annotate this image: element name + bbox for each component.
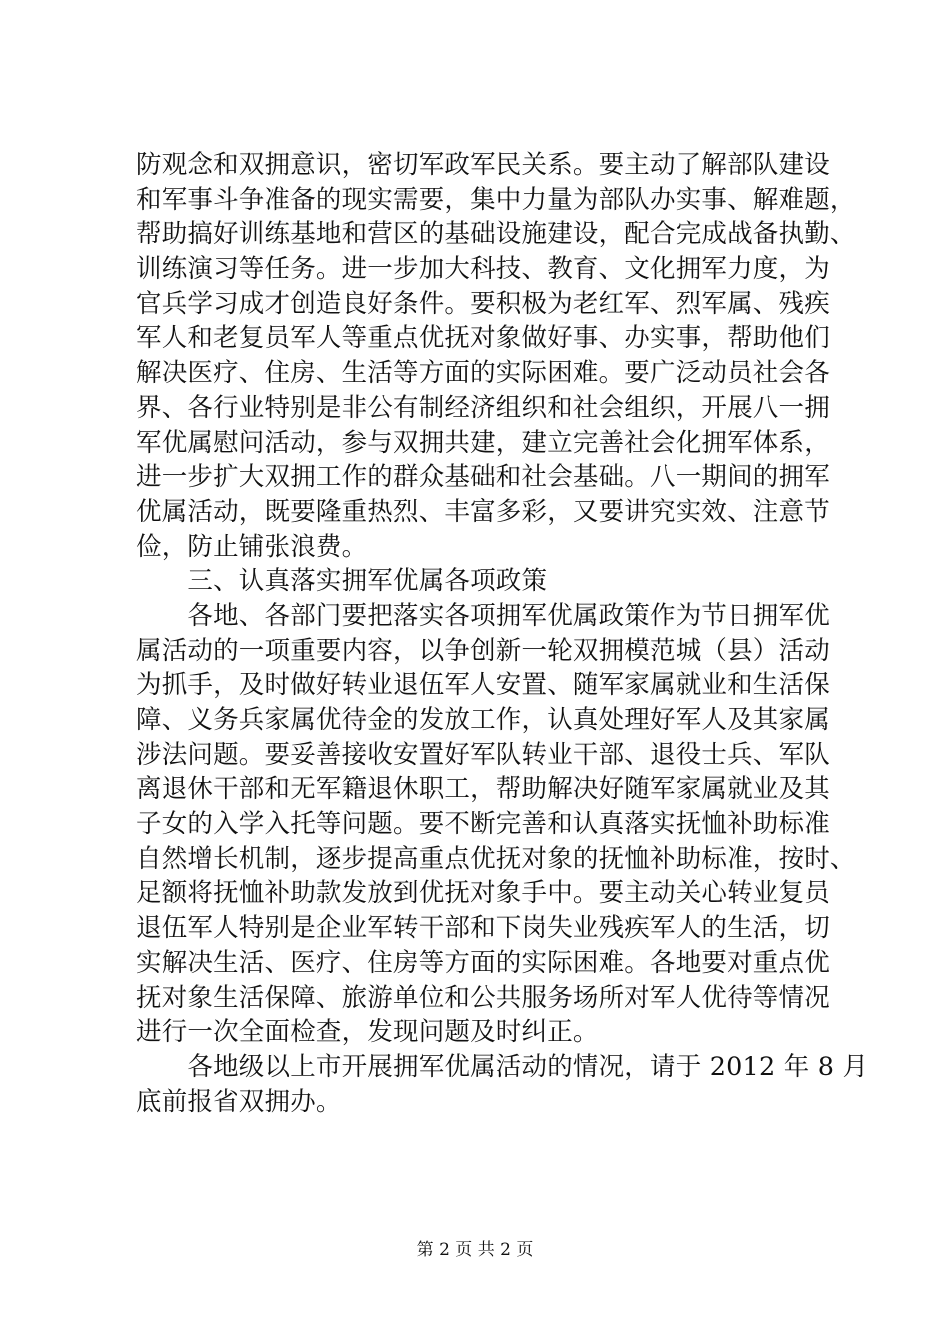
body-line-7: 解决医疗、住房、生活等方面的实际困难。要广泛动员社会各 <box>136 358 830 389</box>
body-line-16: 为抓手，及时做好转业退伍军人安置、随军家属就业和生活保 <box>136 670 830 701</box>
body-line-5: 官兵学习成才创造良好条件。要积极为老红军、烈军属、残疾 <box>136 288 830 319</box>
body-line-24: 实解决生活、医疗、住房等方面的实际困难。各地要对重点优 <box>136 947 830 978</box>
body-line-18: 涉法问题。要妥善接收安置好军队转业干部、退役士兵、军队 <box>136 739 830 770</box>
body-line-14: 各地、各部门要把落实各项拥军优属政策作为节日拥军优 <box>136 600 830 631</box>
body-line-21: 自然增长机制，逐步提高重点优抚对象的抚恤补助标准，按时、 <box>136 843 856 874</box>
body-line-27: 各地级以上市开展拥军优属活动的情况，请于 2012 年 8 月 <box>136 1051 869 1082</box>
body-line-28: 底前报省双拥办。 <box>136 1086 342 1117</box>
body-line-17: 障、义务兵家属优待金的发放工作，认真处理好军人及其家属 <box>136 705 830 735</box>
page-footer <box>0 1240 950 1260</box>
body-line-23: 退伍军人特别是企业军转干部和下岗失业残疾军人的生活，切 <box>136 913 830 944</box>
body-line-26: 进行一次全面检查，发现问题及时纠正。 <box>136 1017 599 1048</box>
page-number-label: 第 2 页 共 2 页 <box>416 1240 534 1260</box>
body-line-1: 防观念和双拥意识，密切军政军民关系。要主动了解部队建设 <box>136 150 830 180</box>
body-line-12: 俭，防止铺张浪费。 <box>136 531 368 562</box>
document-body <box>136 148 869 1119</box>
body-line-25: 抚对象生活保障、旅游单位和公共服务场所对军人优待等情况 <box>136 982 830 1013</box>
body-line-3: 帮助搞好训练基地和营区的基础设施建设，配合完成战备执勤、 <box>136 219 856 250</box>
section-heading-3: 三、认真落实拥军优属各项政策 <box>136 566 548 597</box>
body-line-22: 足额将抚恤补助款发放到优抚对象手中。要主动关心转业复员 <box>136 878 830 909</box>
body-line-2: 和军事斗争准备的现实需要，集中力量为部队办实事、解难题， <box>136 184 856 215</box>
body-line-10: 进一步扩大双拥工作的群众基础和社会基础。八一期间的拥军 <box>136 462 830 493</box>
body-line-4: 训练演习等任务。进一步加大科技、教育、文化拥军力度，为 <box>136 254 830 285</box>
body-line-11: 优属活动，既要隆重热烈、丰富多彩，又要讲究实效、注意节 <box>136 496 830 527</box>
body-line-6: 军人和老复员军人等重点优抚对象做好事、办实事，帮助他们 <box>136 323 830 354</box>
body-line-15: 属活动的一项重要内容，以争创新一轮双拥模范城（县）活动 <box>136 635 830 666</box>
body-line-8: 界、各行业特别是非公有制经济组织和社会组织，开展八一拥 <box>136 392 830 423</box>
body-line-20: 子女的入学入托等问题。要不断完善和认真落实抚恤补助标准 <box>136 809 830 840</box>
body-line-9: 军优属慰问活动，参与双拥共建，建立完善社会化拥军体系， <box>136 427 830 458</box>
body-line-19: 离退休干部和无军籍退休职工，帮助解决好随军家属就业及其 <box>136 774 830 805</box>
